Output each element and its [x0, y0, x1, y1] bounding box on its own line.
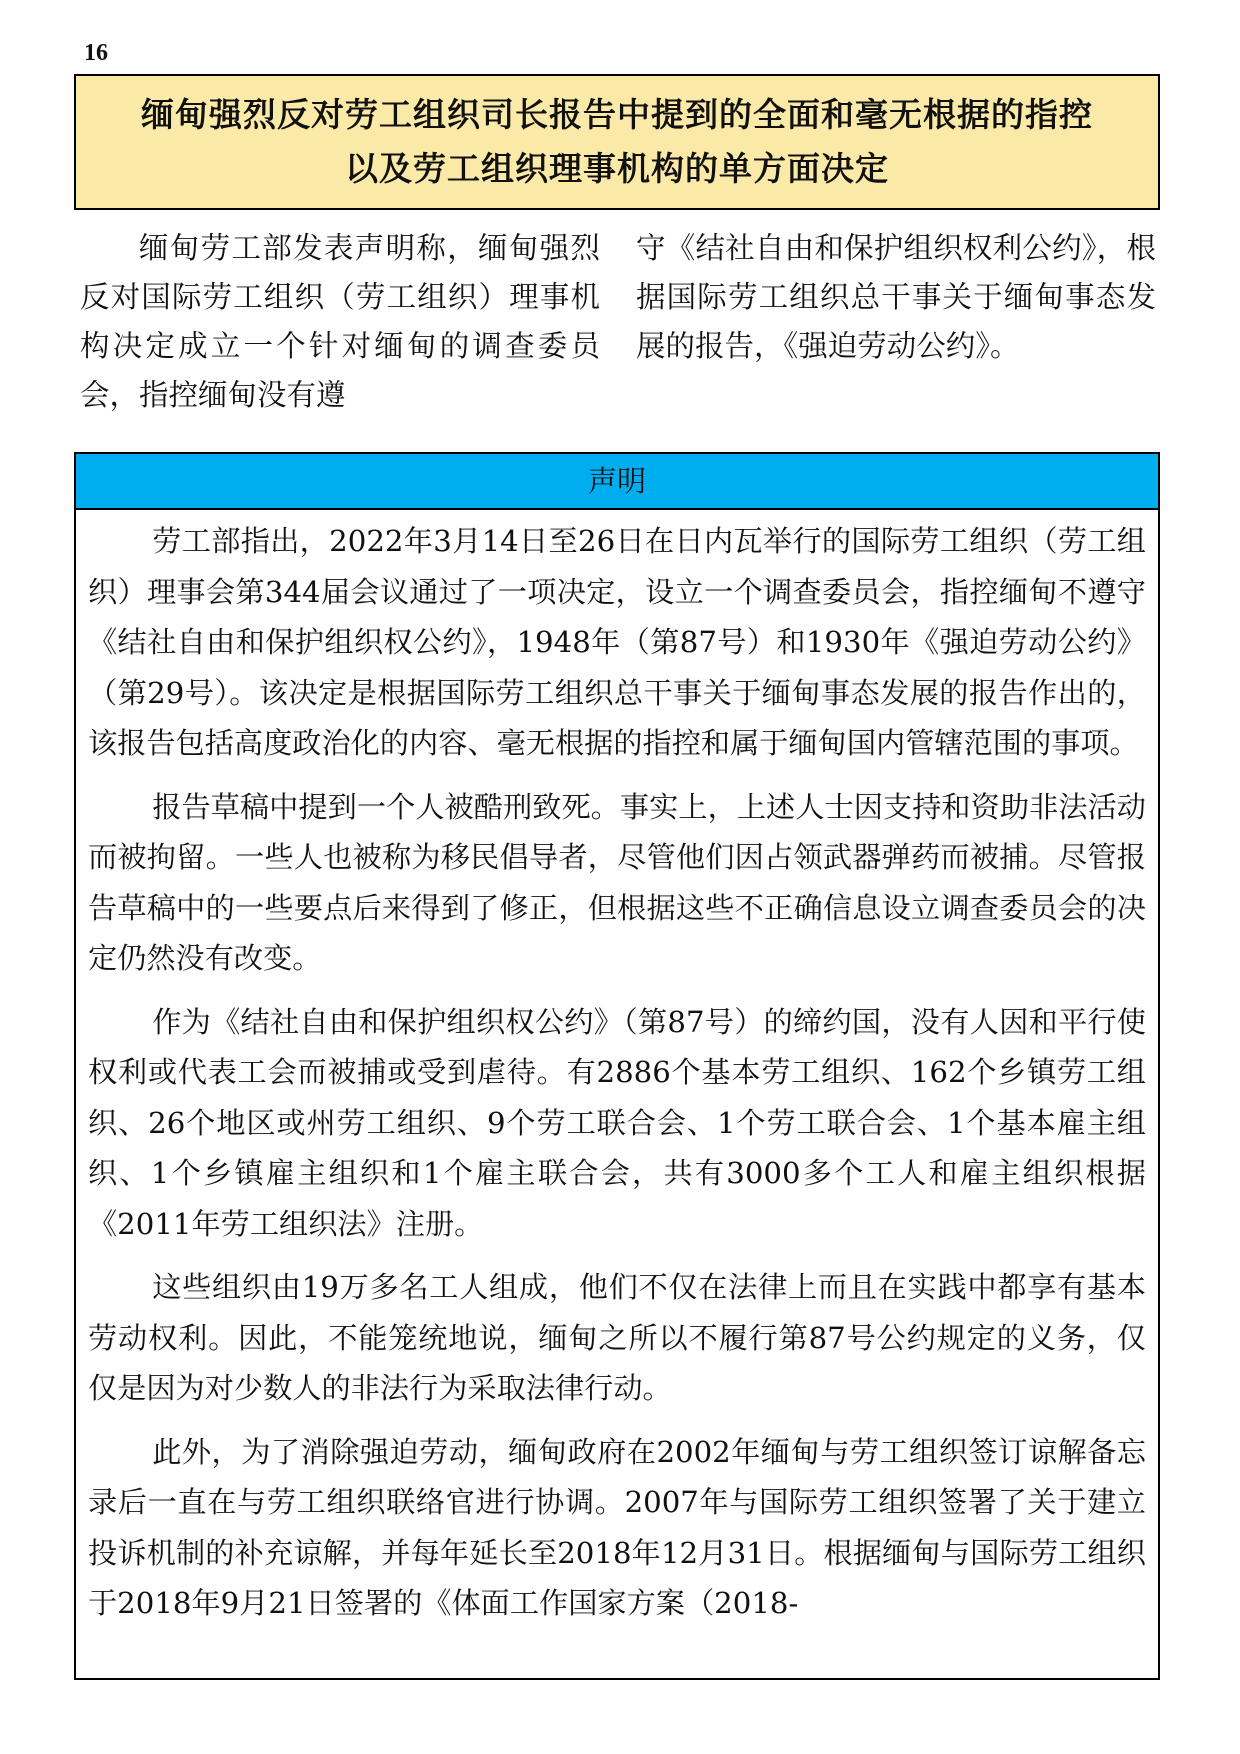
intro-column-left: 缅甸劳工部发表声明称，缅甸强烈反对国际劳工组织（劳工组织）理事机构决定成立一个针对缅甸的调查委员会，指控缅甸没有遵	[80, 231, 600, 412]
statement-body	[76, 510, 1158, 1629]
statement-paragraph: 作为《结社自由和保护组织权公约》（第87号）的缔约国，没有人因和平行使权利或代表工会而被捕或受到虐待。有2886个基本劳工组织、162个乡镇劳工组织、26个地区或州劳工组织、9个劳工联合会、1个劳工联合会、1个基本雇主组织、1个乡镇雇主组织和1个雇主联合会，共有3000多个工人和雇主组织根据《2011年劳工组织法》注册。	[88, 1004, 1146, 1241]
statement-paragraph: 劳工部指出，2022年3月14日至26日在日内瓦举行的国际劳工组织（劳工组织）理事会第344届会议通过了一项决定，设立一个调查委员会，指控缅甸不遵守《结社自由和保护组织权公约》，1948年（第87号）和1930年《强迫劳动公约》（第29号）。该决定是根据国际劳工组织总干事关于缅甸事态发展的报告作出的，该报告包括高度政治化的内容、毫无根据的指控和属于缅甸国内管辖范围的事项。	[88, 524, 1146, 760]
statement-box	[74, 452, 1160, 1680]
intro-column-right: 守《结社自由和保护组织权利公约》，根据国际劳工组织总干事关于缅甸事态发展的报告，《强迫劳动公约》。	[636, 231, 1156, 363]
page-number: 16	[84, 40, 108, 66]
article-title-line-2: 以及劳工组织理事机构的单方面决定	[345, 149, 889, 188]
statement-paragraph: 报告草稿中提到一个人被酷刑致死。事实上，上述人士因支持和资助非法活动而被拘留。一些人也被称为移民倡导者，尽管他们因占领武器弹药而被捕。尽管报告草稿中的一些要点后来得到了修正，但根据这些不正确信息设立调查委员会的决定仍然没有改变。	[88, 789, 1146, 975]
article-title-box	[74, 74, 1160, 210]
intro-section	[80, 224, 1156, 420]
article-title-line-1: 缅甸强烈反对劳工组织司长报告中提到的全面和毫无根据的指控	[141, 95, 1093, 134]
statement-paragraph: 此外，为了消除强迫劳动，缅甸政府在2002年缅甸与劳工组织签订谅解备忘录后一直在与劳工组织联络官进行协调。2007年与国际劳工组织签署了关于建立投诉机制的补充谅解，并每年延长至2018年12月31日。根据缅甸与国际劳工组织于2018年9月21日签署的《体面工作国家方案（2018-	[88, 1434, 1146, 1620]
statement-header: 声明	[76, 454, 1158, 510]
statement-paragraph: 这些组织由19万多名工人组成，他们不仅在法律上而且在实践中都享有基本劳动权利。因此，不能笼统地说，缅甸之所以不履行第87号公约规定的义务，仅仅是因为对少数人的非法行为采取法律行动。	[88, 1270, 1146, 1405]
